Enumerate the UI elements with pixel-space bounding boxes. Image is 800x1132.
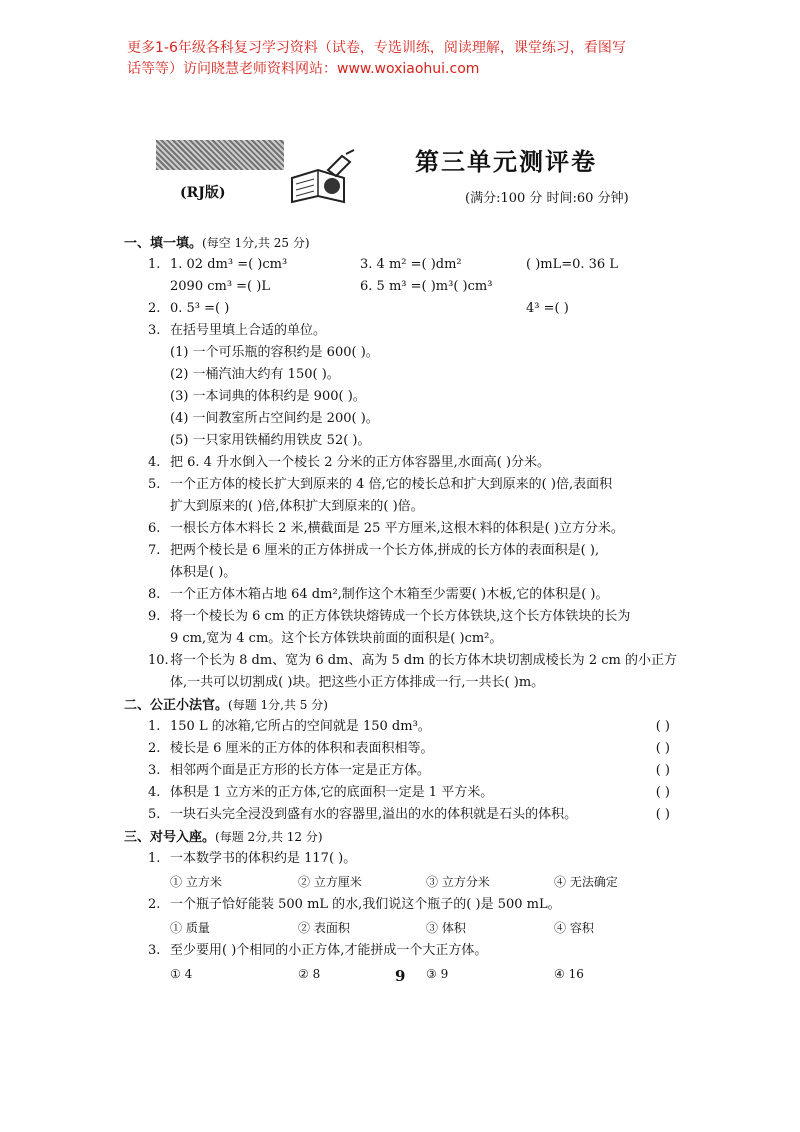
exam-body [124, 232, 684, 986]
choice-question-2 [124, 894, 684, 916]
option-3[interactable]: ③ 体积 [426, 921, 466, 935]
choice-options [124, 916, 684, 940]
answer-bracket[interactable]: ( ) [655, 741, 670, 756]
section-1-heading [124, 232, 684, 254]
question-text: 一本数学书的体积约是 117( )。 [170, 851, 357, 866]
question-text: 一个正方体的棱长扩大到原来的 4 倍,它的棱长总和扩大到原来的( )倍,表面积 [170, 477, 613, 492]
question-3 [124, 320, 684, 342]
question-text: 一个瓶子恰好能装 500 mL 的水,我们说这个瓶子的( )是 500 mL。 [170, 897, 561, 912]
statement-text: 150 L 的冰箱,它所占的空间就是 150 dm³。 [170, 719, 431, 734]
choice-options [124, 870, 684, 894]
question-1-row-1 [124, 254, 684, 276]
option-3[interactable]: ③ 9 [426, 967, 449, 981]
question-number: 2. [148, 897, 161, 912]
choice-question-3 [124, 940, 684, 962]
question-3-item-1: (1) 一个可乐瓶的容积约是 600( )。 [170, 345, 379, 360]
question-text: 将一个棱长为 6 cm 的正方体铁块熔铸成一个长方体铁块,这个长方体铁块的长为 [170, 609, 631, 624]
question-text: 一根长方体木料长 2 米,横截面是 25 平方厘米,这根木料的体积是( )立方分米。 [170, 521, 624, 536]
question-4 [124, 452, 684, 474]
question-number: 3. [148, 943, 161, 958]
option-2[interactable]: ② 表面积 [298, 921, 350, 935]
option-2[interactable]: ② 8 [298, 967, 321, 981]
question-number: 7. [148, 543, 161, 558]
question-number: 6. [148, 521, 161, 536]
blank-item: ( )mL=0. 36 L [526, 257, 618, 272]
question-10-continued: 体,一共可以切割成( )块。把这些小正方体排成一行,一共长( )m。 [170, 675, 545, 690]
question-number: 1. [148, 851, 161, 866]
judge-item-2 [124, 738, 684, 760]
option-1[interactable]: ① 质量 [170, 921, 210, 935]
question-number: 5. [148, 807, 161, 822]
question-3-item-3: (3) 一本词典的体积约是 900( )。 [170, 389, 366, 404]
question-2 [124, 298, 684, 320]
statement-text: 一块石头完全浸没到盛有水的容器里,溢出的水的体积就是石头的体积。 [170, 807, 578, 822]
question-number: 2. [148, 741, 161, 756]
question-10 [124, 650, 684, 672]
promo-banner-line-2: 话等等）访问晓慧老师资料网站：www.woxiaohui.com [127, 61, 480, 77]
option-1[interactable]: ① 4 [170, 967, 193, 981]
blank-item: 0. 5³ =( ) [170, 301, 230, 316]
question-5 [124, 474, 684, 496]
question-text: 把两个棱长是 6 厘米的正方体拼成一个长方体,拼成的长方体的表面积是( ), [170, 543, 600, 558]
statement-text: 棱长是 6 厘米的正方体的体积和表面积相等。 [170, 741, 434, 756]
section-3-points: (每题 2分,共 12 分) [215, 830, 323, 844]
page-number: 9 [395, 967, 406, 985]
question-number: 1. [148, 719, 161, 734]
edition-label: (RJ版) [180, 185, 226, 201]
judge-item-5 [124, 804, 684, 826]
section-2-title: 二、公正小法官。 [124, 698, 229, 713]
section-1-title: 一、填一填。 [124, 236, 203, 251]
option-4[interactable]: ④ 容积 [554, 921, 594, 935]
blank-item: 3. 4 m² =( )dm² [360, 257, 462, 272]
promo-banner [127, 38, 687, 80]
answer-bracket[interactable]: ( ) [655, 785, 670, 800]
section-1-points: (每空 1分,共 25 分) [202, 236, 310, 250]
question-number: 3. [148, 323, 161, 338]
choice-question-1 [124, 848, 684, 870]
answer-bracket[interactable]: ( ) [655, 807, 670, 822]
question-1-row-2 [124, 276, 684, 298]
question-9-continued: 9 cm,宽为 4 cm。这个长方体铁块前面的面积是( )cm²。 [170, 631, 503, 646]
blank-item: 2090 cm³ =( )L [170, 279, 270, 294]
statement-text: 体积是 1 立方米的正方体,它的底面积一定是 1 平方米。 [170, 785, 494, 800]
option-1[interactable]: ① 立方米 [170, 875, 222, 889]
blank-item: 4³ =( ) [526, 301, 569, 316]
question-text: 把 6. 4 升水倒入一个棱长 2 分米的正方体容器里,水面高( )分米。 [170, 455, 551, 470]
option-4[interactable]: ④ 无法确定 [554, 875, 618, 889]
option-3[interactable]: ③ 立方分米 [426, 875, 490, 889]
section-2-heading [124, 694, 684, 716]
question-5-continued: 扩大到原来的( )倍,体积扩大到原来的( )倍。 [170, 499, 424, 514]
question-text: 至少要用( )个相同的小正方体,才能拼成一个大正方体。 [170, 943, 488, 958]
judge-item-1 [124, 716, 684, 738]
judge-item-3 [124, 760, 684, 782]
question-6 [124, 518, 684, 540]
question-text: 一个正方体木箱占地 64 dm²,制作这个木箱至少需要( )木板,它的体积是( )。 [170, 587, 609, 602]
section-2-points: (每题 1分,共 5 分) [228, 698, 328, 712]
section-3-title: 三、对号入座。 [124, 830, 216, 845]
question-3-item-4: (4) 一间教室所占空间约是 200( )。 [170, 411, 379, 426]
question-number: 9. [148, 609, 161, 624]
statement-text: 相邻两个面是正方形的长方体一定是正方体。 [170, 763, 431, 778]
question-text: 将一个长为 8 dm、宽为 6 dm、高为 5 dm 的长方体木块切割成棱长为 2 cm 的小正方 [170, 653, 677, 668]
question-number: 5. [148, 477, 161, 492]
question-number: 4. [148, 785, 161, 800]
question-9 [124, 606, 684, 628]
question-number: 8. [148, 587, 161, 602]
page-title: 第三单元测评卷 [415, 147, 597, 176]
question-number: 4. [148, 455, 161, 470]
answer-bracket[interactable]: ( ) [655, 719, 670, 734]
book-magnifier-illustration [288, 148, 358, 208]
judge-item-4 [124, 782, 684, 804]
halftone-stamp [156, 140, 284, 170]
blank-item: 1. 02 dm³ =( )cm³ [170, 257, 288, 272]
promo-banner-line-1: 更多1-6年级各科复习学习资料（试卷，专选训练，阅读理解，课堂练习，看图写 [127, 40, 626, 56]
question-8 [124, 584, 684, 606]
question-3-item-2: (2) 一桶汽油大约有 150( )。 [170, 367, 340, 382]
question-number: 1. [148, 257, 161, 272]
question-7 [124, 540, 684, 562]
question-number: 10. [148, 653, 169, 668]
answer-bracket[interactable]: ( ) [655, 763, 670, 778]
score-time-info: (满分:100 分 时间:60 分钟) [465, 191, 629, 206]
option-2[interactable]: ② 立方厘米 [298, 875, 362, 889]
question-7-continued: 体积是( )。 [170, 565, 237, 580]
question-number: 3. [148, 763, 161, 778]
question-number: 2. [148, 301, 161, 316]
section-3-heading [124, 826, 684, 848]
question-3-item-5: (5) 一只家用铁桶约用铁皮 52( )。 [170, 433, 371, 448]
option-4[interactable]: ④ 16 [554, 967, 584, 981]
question-text: 在括号里填上合适的单位。 [170, 323, 327, 338]
blank-item: 6. 5 m³ =( )m³( )cm³ [360, 279, 493, 294]
